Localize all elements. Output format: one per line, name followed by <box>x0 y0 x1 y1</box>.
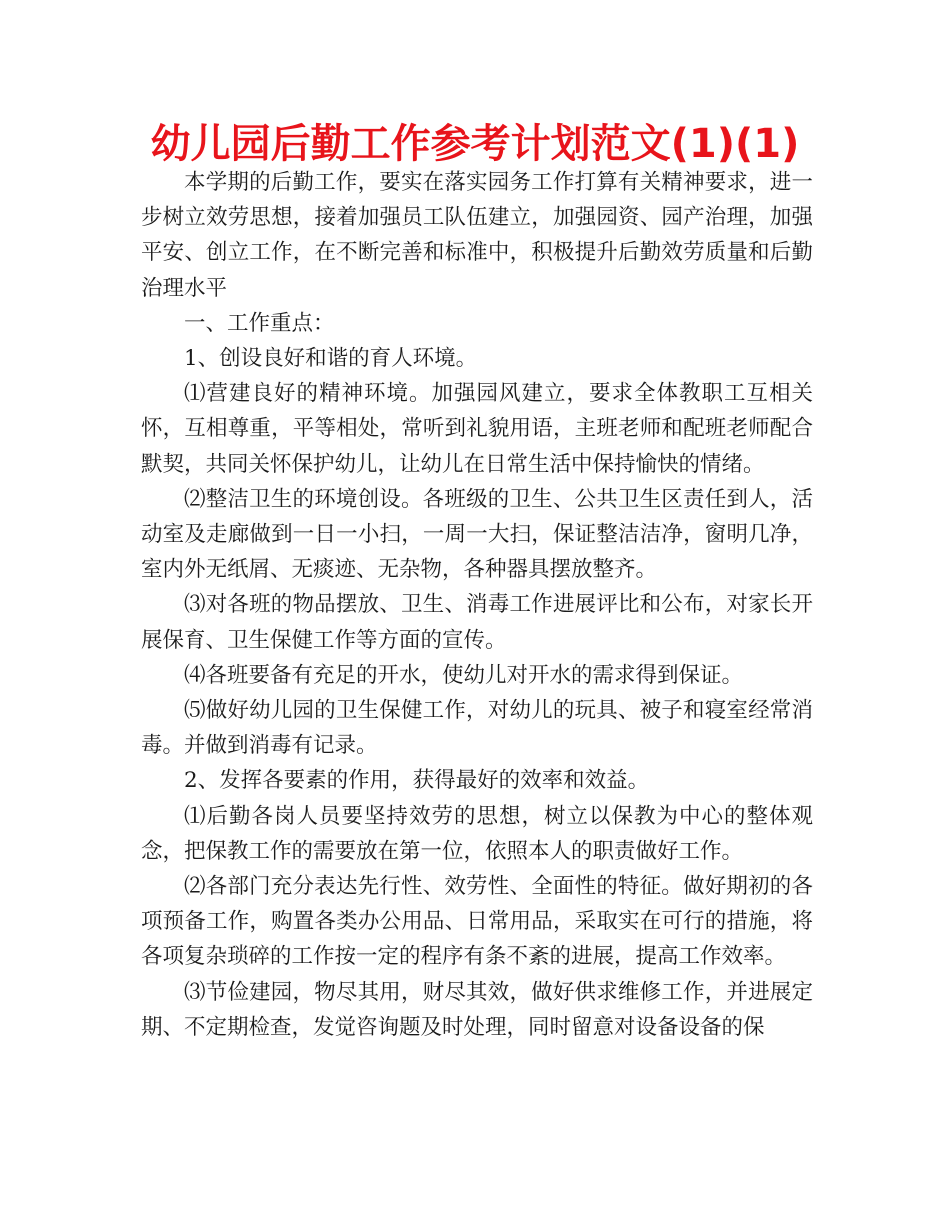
subsection-heading-1: 1、创设良好和谐的育人环境。 <box>184 346 478 372</box>
paragraph-item: ⑵整洁卫生的环境创设。各班级的卫生、公共卫生区责任到人，活动室及走廊做到一日一小扫，一周一大扫，保证整洁洁净，窗明几净，室内外无纸屑、无痰迹、无杂物，各种器具摆放整齐。 <box>141 486 813 583</box>
subsection-heading-2: 2、发挥各要素的作用，获得最好的效率和效益。 <box>184 768 650 794</box>
paragraph-item: ⑶对各班的物品摆放、卫生、消毒工作进展评比和公布，对家长开展保育、卫生保健工作等方面的宣传。 <box>141 592 813 653</box>
paragraph-item: ⑶节俭建园，物尽其用，财尽其效，做好供求维修工作，并进展定期、不定期检查，发觉咨询题及时处理，同时留意对设备设备的保 <box>141 979 813 1040</box>
paragraph-item: ⑷各班要备有充足的开水，使幼儿对开水的需求得到保证。 <box>184 662 744 688</box>
document-title: 幼儿园后勤工作参考计划范文(1)(1) <box>150 121 800 167</box>
paragraph-intro: 本学期的后勤工作，要实在落实园务工作打算有关精神要求，进一步树立效劳思想，接着加强员工队伍建立，加强园资、园产治理，加强平安、创立工作，在不断完善和标准中，积极提升后勤效劳质量和后勤治理水平 <box>141 170 813 301</box>
paragraph-item: ⑴营建良好的精神环境。加强园风建立，要求全体教职工互相关怀，互相尊重，平等相处，常听到礼貌用语，主班老师和配班老师配合默契，共同关怀保护幼儿，让幼儿在日常生活中保持愉快的情绪。 <box>141 381 813 477</box>
paragraph-item: ⑴后勤各岗人员要坚持效劳的思想，树立以保教为中心的整体观念，把保教工作的需要放在第一位，依照本人的职责做好工作。 <box>141 803 813 864</box>
section-heading-work-focus: 一、工作重点： <box>184 310 335 336</box>
paragraph-item: ⑸做好幼儿园的卫生保健工作，对幼儿的玩具、被子和寝室经常消毒。并做到消毒有记录。 <box>141 698 813 759</box>
document-body <box>141 165 813 1045</box>
paragraph-item: ⑵各部门充分表达先行性、效劳性、全面性的特征。做好期初的各项预备工作，购置各类办公用品、日常用品，采取实在可行的措施，将各项复杂琐碎的工作按一定的程序有条不紊的进展，提高工作效率。 <box>141 874 813 970</box>
